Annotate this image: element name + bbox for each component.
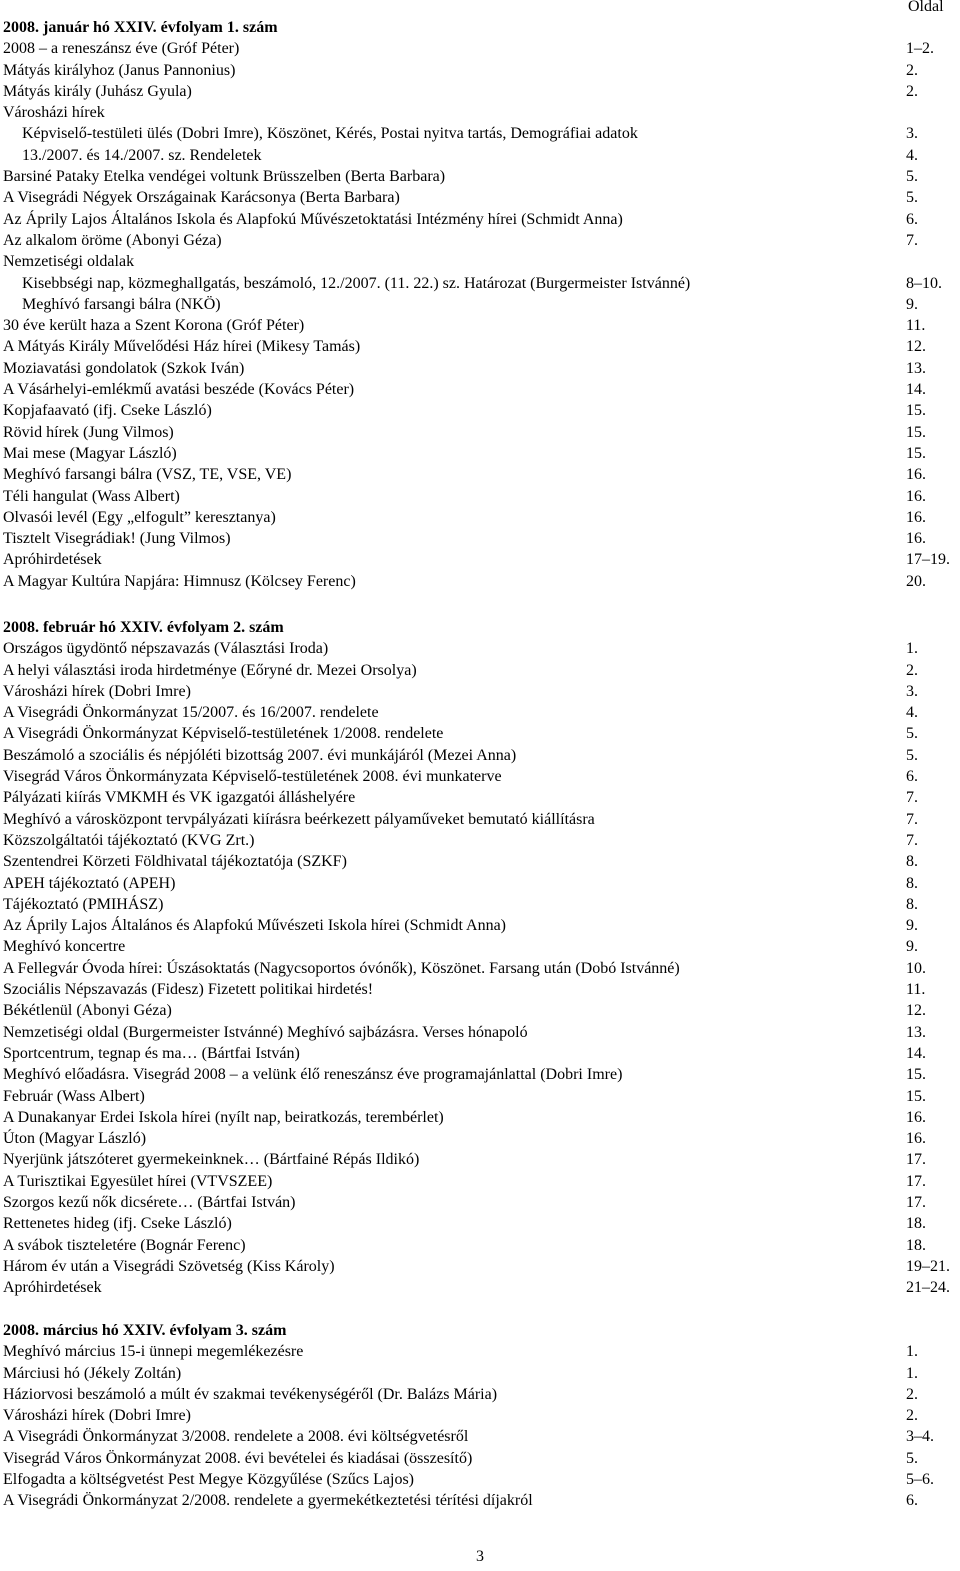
toc-entry — [3, 723, 958, 744]
toc-entry-title: Az alkalom öröme (Abonyi Géza) — [3, 231, 222, 249]
toc-entry — [3, 1022, 958, 1043]
toc-entry-title: Városházi hírek (Dobri Imre) — [3, 1407, 191, 1425]
toc-entry-title: Háziorvosi beszámoló a múlt év szakmai tevékenységéről (Dr. Balázs Mária) — [3, 1385, 498, 1403]
toc-entry — [3, 851, 958, 872]
toc-entry-title: Szentendrei Körzeti Földhivatal tájékoztatója (SZKF) — [3, 853, 347, 871]
toc-entry-title: Meghívó farsangi bálra (NKÖ) — [22, 295, 221, 313]
toc-entry-title: Február (Wass Albert) — [3, 1087, 145, 1105]
toc-entry — [3, 1192, 958, 1213]
toc-entry-title: Kisebbségi nap, közmeghallgatás, beszámoló, 12./2007. (11. 22.) sz. Határozat (Burgermeister Istvánné) — [22, 274, 691, 292]
issue-heading-text: 2008. január hó XXIV. évfolyam 1. szám — [3, 19, 278, 36]
toc-entry-title: Sportcentrum, tegnap és ma… (Bártfai István) — [3, 1044, 300, 1062]
toc-entry-page: 2. — [906, 82, 918, 100]
toc-entry-page: 2. — [906, 61, 918, 79]
toc-entry-page: 15. — [906, 402, 926, 420]
toc-entry — [3, 1405, 958, 1426]
toc-entry — [3, 915, 958, 936]
toc-entry — [3, 958, 958, 979]
toc-entry — [3, 486, 958, 507]
toc-entry-title: Apróhirdetések — [3, 1279, 102, 1297]
toc-entry-page: 9. — [906, 917, 918, 935]
toc-entry — [3, 315, 958, 336]
toc-entry-page — [906, 251, 958, 272]
issue-section-march — [3, 1320, 958, 1512]
toc-entry — [3, 787, 958, 808]
toc-entry-title: Mátyás király (Juhász Gyula) — [3, 82, 192, 100]
toc-entry-title: A Mátyás Király Művelődési Ház hírei (Mikesy Tamás) — [3, 338, 361, 356]
toc-entry-title: A Fellegvár Óvoda hírei: Úszásoktatás (Nagycsoportos óvónők), Köszönet. Farsang után (Dobó Istvánné) — [3, 959, 680, 977]
toc-entry — [3, 209, 958, 230]
issue-heading-text: 2008. március hó XXIV. évfolyam 3. szám — [3, 1322, 287, 1339]
toc-entry-page: 12. — [906, 1002, 926, 1020]
toc-entry — [3, 936, 958, 957]
toc-entry-title: A Visegrádi Önkormányzat 3/2008. rendelete a 2008. évi költségvetésről — [3, 1428, 469, 1446]
toc-entry-title: Meghívó koncertre — [3, 938, 126, 956]
toc-entry — [3, 38, 958, 59]
toc-entry-page: 8–10. — [906, 274, 942, 292]
toc-entry — [3, 294, 958, 315]
toc-entry — [3, 1086, 958, 1107]
toc-entry-title: Három év után a Visegrádi Szövetség (Kiss Károly) — [3, 1257, 335, 1275]
toc-entry — [3, 1469, 958, 1490]
issue-heading-text: 2008. február hó XXIV. évfolyam 2. szám — [3, 619, 284, 636]
toc-entry — [3, 830, 958, 851]
toc-entry-page: 13. — [906, 1023, 926, 1041]
toc-entry-page: 15. — [906, 444, 926, 462]
toc-entry-page: 3. — [906, 682, 918, 700]
toc-entry — [3, 1064, 958, 1085]
toc-entry — [3, 1128, 958, 1149]
toc-entry — [3, 102, 958, 123]
toc-entry — [3, 1384, 958, 1405]
toc-entry-title: Mai mese (Magyar László) — [3, 444, 177, 462]
toc-entry — [3, 1235, 958, 1256]
toc-entry-title: Nyerjünk játszóteret gyermekeinknek… (Bártfainé Répás Ildikó) — [3, 1151, 420, 1169]
toc-entry-title: Apróhirdetések — [3, 551, 102, 569]
toc-entry-title: Téli hangulat (Wass Albert) — [3, 487, 180, 505]
issue-heading — [3, 617, 958, 638]
toc-entry — [3, 1149, 958, 1170]
toc-entry-title: Tájékoztató (PMIHÁSZ) — [3, 895, 164, 913]
toc-entry-title: Közszolgáltatói tájékoztató (KVG Zrt.) — [3, 831, 255, 849]
toc-entry — [3, 81, 958, 102]
toc-entry-page: 8. — [906, 874, 918, 892]
toc-entry — [3, 660, 958, 681]
toc-entry — [3, 336, 958, 357]
toc-entry — [3, 145, 958, 166]
toc-entry — [3, 379, 958, 400]
issue-heading — [3, 1320, 958, 1341]
toc-entry-page: 4. — [906, 146, 918, 164]
toc-entry-title: Rövid hírek (Jung Vilmos) — [3, 423, 174, 441]
toc-entry-page: 8. — [906, 895, 918, 913]
toc-entry — [3, 894, 958, 915]
toc-entry-page: 5. — [906, 725, 918, 743]
toc-entry-page: 5–6. — [906, 1471, 934, 1489]
toc-entry-page: 10. — [906, 959, 926, 977]
toc-entry-page: 8. — [906, 853, 918, 871]
toc-entry-page: 13. — [906, 359, 926, 377]
toc-entry-page: 5. — [906, 1449, 918, 1467]
toc-entry — [3, 681, 958, 702]
toc-entry — [3, 1256, 958, 1277]
toc-entry-page: 2. — [906, 661, 918, 679]
toc-entry-page: 7. — [906, 231, 918, 249]
toc-entry-title: 2008 – a reneszánsz éve (Gróf Péter) — [3, 40, 240, 58]
toc-entry — [3, 1490, 958, 1511]
toc-entry-page — [906, 102, 958, 123]
toc-entry-page: 15. — [906, 1066, 926, 1084]
toc-entry-page: 16. — [906, 530, 926, 548]
toc-entry-page: 9. — [906, 295, 918, 313]
toc-entry-page: 17–19. — [906, 551, 950, 569]
toc-entry — [3, 571, 958, 592]
toc-entry-page: 5. — [906, 168, 918, 186]
toc-entry — [3, 273, 958, 294]
toc-entry-title: A Visegrádi Négyek Országainak Karácsonya (Berta Barbara) — [3, 189, 400, 207]
toc-entry — [3, 1213, 958, 1234]
toc-entry-page: 16. — [906, 466, 926, 484]
toc-entry-title: Meghívó március 15-i ünnepi megemlékezésre — [3, 1343, 304, 1361]
toc-entry-title: Meghívó előadásra. Visegrád 2008 – a velünk élő reneszánsz éve programajánlattal (Dobri Imre) — [3, 1066, 623, 1084]
toc-entry-title: APEH tájékoztató (APEH) — [3, 874, 176, 892]
toc-entry-page: 3. — [906, 125, 918, 143]
toc-entry-page: 14. — [906, 381, 926, 399]
toc-entry-title: Nemzetiségi oldal (Burgermeister Istvánné) Meghívó sajbázásra. Verses hónapoló — [3, 1023, 528, 1041]
toc-entry-title: Moziavatási gondolatok (Szkok Iván) — [3, 359, 245, 377]
toc-entry-title: Olvasói levél (Egy „elfogult” keresztanya) — [3, 508, 276, 526]
toc-entry-page: 6. — [906, 768, 918, 786]
toc-entry-title: A svábok tiszteletére (Bognár Ferenc) — [3, 1236, 246, 1254]
toc-entry — [3, 166, 958, 187]
toc-entry-page: 1. — [906, 1364, 918, 1382]
toc-entry-title: Visegrád Város Önkormányzata Képviselő-testületének 2008. évi munkaterve — [3, 768, 502, 786]
toc-entry-title: Visegrád Város Önkormányzat 2008. évi bevételei és kiadásai (összesítő) — [3, 1449, 473, 1467]
toc-entry-title: 30 éve került haza a Szent Korona (Gróf Péter) — [3, 317, 305, 335]
toc-entry — [3, 443, 958, 464]
toc-entry-title: Mátyás királyhoz (Janus Pannonius) — [3, 61, 236, 79]
toc-entry — [3, 1171, 958, 1192]
toc-entry-title: Képviselő-testületi ülés (Dobri Imre), Köszönet, Kérés, Postai nyitva tartás, Demográfiai adatok — [22, 125, 638, 143]
toc-entry-page: 20. — [906, 572, 926, 590]
toc-entry — [3, 549, 958, 570]
toc-entry-title: Úton (Magyar László) — [3, 1130, 147, 1148]
toc-entry-page: 16. — [906, 508, 926, 526]
toc-entry-page: 18. — [906, 1215, 926, 1233]
toc-entry — [3, 187, 958, 208]
toc-entry-page: 17. — [906, 1172, 926, 1190]
toc-entry — [3, 60, 958, 81]
toc-entry-page: 11. — [906, 317, 926, 335]
toc-entry-title: A helyi választási iroda hirdetménye (Eőryné dr. Mezei Orsolya) — [3, 661, 417, 679]
toc-entry-title: Az Áprily Lajos Általános Iskola és Alapfokú Művészetoktatási Intézmény hírei (Schmidt Anna) — [3, 210, 623, 228]
toc-entry-title: A Vásárhelyi-emlékmű avatási beszéde (Kovács Péter) — [3, 381, 355, 399]
toc-entry — [3, 1426, 958, 1447]
toc-entry — [3, 422, 958, 443]
toc-entry-title: A Visegrádi Önkormányzat 15/2007. és 16/2007. rendelete — [3, 704, 379, 722]
toc-entry — [3, 702, 958, 723]
toc-entry-page: 15. — [906, 1087, 926, 1105]
toc-entry — [3, 123, 958, 144]
toc-entry-title: 13./2007. és 14./2007. sz. Rendeletek — [22, 146, 262, 164]
toc-entry-title: Meghívó a városközpont tervpályázati kiírásra beérkezett pályaműveket bemutató kiállításra — [3, 810, 595, 828]
toc-entry — [3, 873, 958, 894]
toc-entry-page: 12. — [906, 338, 926, 356]
toc-entry — [3, 358, 958, 379]
toc-entry-title: Beszámoló a szociális és népjóléti bizottság 2007. évi munkájáról (Mezei Anna) — [3, 746, 517, 764]
toc-entry-title: Pályázati kiírás VMKMH és VK igazgatói álláshelyére — [3, 789, 356, 807]
toc-entry — [3, 1277, 958, 1298]
toc-entry-title: A Visegrádi Önkormányzat Képviselő-testületének 1/2008. rendelete — [3, 725, 444, 743]
toc-entry-title: A Dunakanyar Erdei Iskola hírei (nyílt nap, beiratkozás, terembérlet) — [3, 1108, 444, 1126]
toc-entry-page: 18. — [906, 1236, 926, 1254]
toc-entry-title: Városházi hírek (Dobri Imre) — [3, 682, 191, 700]
toc-entry-title: Meghívó farsangi bálra (VSZ, TE, VSE, VE) — [3, 466, 292, 484]
toc-entry-page: 6. — [906, 1492, 918, 1510]
toc-entry — [3, 809, 958, 830]
toc-entry-title: Márciusi hó (Jékely Zoltán) — [3, 1364, 182, 1382]
toc-entry-title: Nemzetiségi oldalak — [3, 253, 135, 271]
toc-entry-page: 19–21. — [906, 1257, 950, 1275]
toc-entry-page: 21–24. — [906, 1279, 950, 1297]
toc-entry-title: Barsiné Pataky Etelka vendégei voltunk Brüsszelben (Berta Barbara) — [3, 168, 446, 186]
toc-entry — [3, 1448, 958, 1469]
toc-entry — [3, 464, 958, 485]
toc-entry-page: 2. — [906, 1407, 918, 1425]
toc-entry-title: Szociális Népszavazás (Fidesz) Fizetett politikai hirdetés! — [3, 981, 374, 999]
toc-entry-title: Rettenetes hideg (ifj. Cseke László) — [3, 1215, 232, 1233]
page-number: 3 — [476, 1548, 484, 1565]
toc-entry-page: 6. — [906, 210, 918, 228]
toc-entry-page: 2. — [906, 1385, 918, 1403]
toc-entry-title: A Visegrádi Önkormányzat 2/2008. rendelete a gyermekétkeztetési térítési díjakról — [3, 1492, 533, 1510]
toc-entry-page: 9. — [906, 938, 918, 956]
toc-entry — [3, 251, 958, 272]
toc-entry-page: 4. — [906, 704, 918, 722]
toc-entry — [3, 230, 958, 251]
toc-entry — [3, 528, 958, 549]
toc-entry-page: 1. — [906, 1343, 918, 1361]
toc-entry-page: 3–4. — [906, 1428, 934, 1446]
toc-entry-title: Békétlenül (Abonyi Géza) — [3, 1002, 172, 1020]
toc-entry-page: 15. — [906, 423, 926, 441]
toc-entry — [3, 979, 958, 1000]
toc-entry-page: 16. — [906, 1130, 926, 1148]
toc-entry-page: 11. — [906, 981, 926, 999]
toc-entry-page: 1. — [906, 640, 918, 658]
toc-entry-title: A Turisztikai Egyesület hírei (VTVSZEE) — [3, 1172, 273, 1190]
toc-entry — [3, 638, 958, 659]
toc-entry-title: Az Áprily Lajos Általános és Alapfokú Művészeti Iskola hírei (Schmidt Anna) — [3, 917, 507, 935]
toc-entry-title: A Magyar Kultúra Napjára: Himnusz (Kölcsey Ferenc) — [3, 572, 356, 590]
toc-entry-page: 7. — [906, 831, 918, 849]
issue-section-january — [3, 17, 958, 592]
toc-entry-page: 7. — [906, 810, 918, 828]
issue-heading — [3, 17, 958, 38]
toc-entry-title: Országos ügydöntő népszavazás (Választási Iroda) — [3, 640, 329, 658]
toc-entry — [3, 507, 958, 528]
toc-entry-page: 5. — [906, 746, 918, 764]
toc-entry — [3, 1000, 958, 1021]
toc-entry — [3, 1043, 958, 1064]
toc-entry-page: 17. — [906, 1194, 926, 1212]
toc-entry-page: 17. — [906, 1151, 926, 1169]
toc-entry — [3, 1341, 958, 1362]
toc-entry — [3, 1107, 958, 1128]
toc-entry-page: 5. — [906, 189, 918, 207]
toc-entry-page: 14. — [906, 1044, 926, 1062]
toc-entry — [3, 1363, 958, 1384]
toc-entry-page: 7. — [906, 789, 918, 807]
toc-entry-page: 16. — [906, 487, 926, 505]
page-column-header: Oldal — [908, 0, 944, 15]
toc-entry-title: Szorgos kezű nők dicsérete… (Bártfai István) — [3, 1194, 296, 1212]
toc-entry-page: 1–2. — [906, 40, 934, 58]
toc-entry-title: Kopjafaavató (ifj. Cseke László) — [3, 402, 212, 420]
toc-entry — [3, 400, 958, 421]
toc-entry-title: Tisztelt Visegrádiak! (Jung Vilmos) — [3, 530, 231, 548]
toc-entry-title: Városházi hírek — [3, 104, 105, 122]
toc-entry-page: 16. — [906, 1108, 926, 1126]
toc-entry-title: Elfogadta a költségvetést Pest Megye Közgyűlése (Szűcs Lajos) — [3, 1471, 414, 1489]
issue-section-february — [3, 617, 958, 1299]
toc-entry — [3, 745, 958, 766]
toc-entry — [3, 766, 958, 787]
